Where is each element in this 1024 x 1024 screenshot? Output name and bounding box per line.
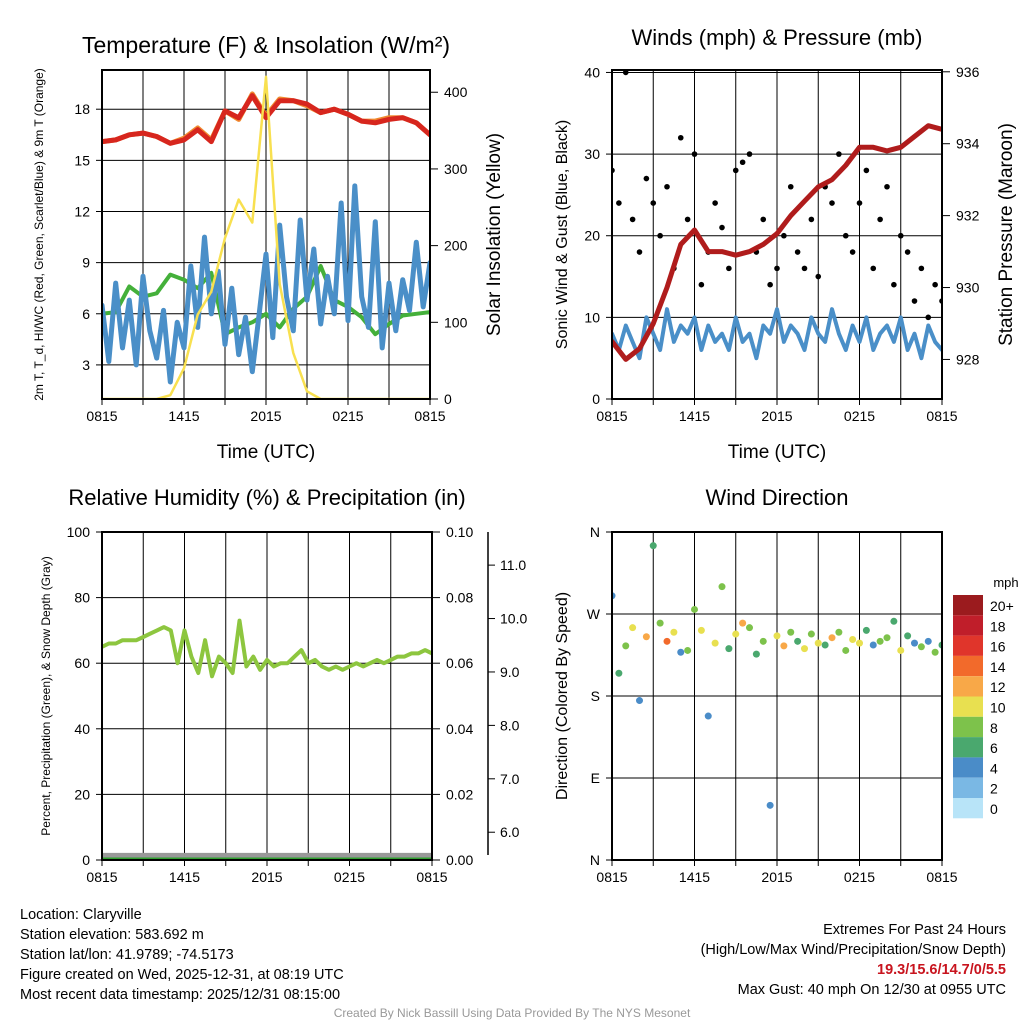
gust-point	[788, 184, 794, 190]
direction-point	[732, 631, 739, 638]
y-tick-label: N	[589, 524, 600, 540]
y-tick-label: 100	[66, 524, 90, 540]
y-tick-label: 20	[584, 227, 600, 244]
max-gust-text: Max Gust: 40 mph On 12/30 at 0955 UTC	[737, 982, 1006, 998]
gust-point	[809, 217, 815, 223]
y-tick-label: 18	[74, 101, 90, 118]
direction-point	[932, 649, 939, 656]
gust-point	[760, 217, 766, 223]
direction-point	[739, 620, 746, 627]
y-tick-label: 12	[74, 203, 90, 220]
snow-axis-tick-label: 9.0	[500, 663, 520, 680]
location-text: Location: Claryville	[20, 907, 142, 923]
y-right-tick-label: 936	[956, 63, 980, 80]
y-tick-label: 60	[74, 655, 90, 672]
x-tick-label: 0815	[596, 869, 628, 885]
legend-label: 14	[990, 658, 1006, 675]
legend-swatch	[953, 798, 983, 818]
direction-point	[698, 627, 705, 634]
gust-point	[919, 266, 925, 272]
legend-label: 2	[990, 780, 998, 797]
y-right-tick-label: 400	[444, 84, 468, 101]
gust-point	[767, 282, 773, 288]
legend-label: 18	[990, 618, 1006, 635]
chart-title: Relative Humidity (%) & Precipitation (in)	[68, 485, 466, 510]
legend-swatch	[953, 757, 983, 777]
x-tick-label: 2015	[761, 408, 793, 424]
chart-title: Winds (mph) & Pressure (mb)	[631, 25, 923, 50]
direction-point	[774, 632, 781, 639]
x-tick-label: 2015	[761, 869, 793, 885]
y-right-tick-label: 100	[444, 314, 468, 331]
legend-label: 12	[990, 679, 1006, 696]
extremes-box	[701, 920, 1006, 1000]
direction-point	[835, 629, 842, 636]
latlon-text: Station lat/lon: 41.9789; -74.5173	[20, 947, 234, 963]
legend-swatch	[953, 615, 983, 635]
direction-point	[884, 634, 891, 641]
legend-label: 0	[990, 801, 998, 817]
y-axis-title: Sonic Wind & Gust (Blue, Black)	[554, 119, 571, 350]
snow-axis-tick-label: 10.0	[500, 610, 528, 627]
gust-point	[815, 274, 821, 280]
chart-title: Wind Direction	[705, 485, 849, 510]
y-right-tick-label: 928	[956, 351, 980, 368]
x-tick-label: 0815	[416, 869, 448, 885]
y-tick-label: 30	[584, 146, 600, 163]
y-tick-label: 0	[82, 852, 90, 868]
direction-point	[677, 649, 684, 656]
direction-point	[829, 634, 836, 641]
direction-point	[877, 638, 884, 645]
direction-point	[863, 627, 870, 634]
x-tick-label: 1415	[168, 408, 200, 424]
x-tick-label: 0815	[596, 408, 628, 424]
legend-label: 16	[990, 638, 1006, 655]
gust-point	[630, 217, 636, 223]
direction-point	[705, 713, 712, 720]
y-axis-title: 2m T, T_d, HI/WC (Red, Green, Scarlet/Blue) & 9m T (Orange)	[32, 68, 46, 401]
legend-label: 8	[990, 719, 998, 736]
gust-point	[664, 184, 670, 190]
direction-point	[780, 642, 787, 649]
y-tick-label: 3	[82, 356, 90, 373]
gust-point	[932, 282, 938, 288]
x-tick-label: 0215	[333, 869, 366, 885]
direction-point	[808, 631, 815, 638]
gust-point	[898, 233, 904, 239]
direction-point	[918, 643, 925, 650]
legend-swatch	[953, 595, 983, 615]
direction-point	[856, 640, 863, 647]
recent-text: Most recent data timestamp: 2025/12/31 08:15:00	[20, 987, 341, 1003]
gust-point	[657, 233, 663, 239]
snow-axis-tick-label: 7.0	[500, 770, 520, 787]
gust-point	[795, 249, 801, 255]
y-axis-title: Percent, Precipitation (Green), & Snow Depth (Gray)	[39, 556, 53, 836]
x-tick-label: 2015	[251, 869, 283, 885]
snow-axis-tick-label: 6.0	[500, 824, 520, 841]
direction-point	[719, 583, 726, 590]
legend-swatch	[953, 737, 983, 757]
direction-point	[615, 670, 622, 677]
direction-point	[870, 641, 877, 648]
gust-point	[685, 217, 691, 223]
gust-point	[891, 282, 897, 288]
x-tick-label: 1415	[678, 408, 711, 424]
panel-1	[96, 70, 438, 405]
direction-point	[794, 638, 801, 645]
direction-point	[925, 638, 932, 645]
gust-point	[850, 249, 856, 255]
gust-point	[912, 298, 918, 304]
x-tick-label: 2015	[250, 408, 282, 424]
gust-point	[712, 200, 718, 206]
direction-point	[890, 618, 897, 625]
direction-point	[664, 638, 671, 645]
y-tick-label: 6	[82, 305, 90, 322]
gust-point	[747, 151, 753, 157]
y-right-tick-label: 932	[956, 207, 980, 224]
y-tick-label: 9	[82, 254, 90, 271]
gust-point	[884, 184, 890, 190]
gust-point	[692, 151, 698, 157]
y-axis-title: Direction (Colored By Speed)	[554, 591, 571, 801]
y-tick-label: 80	[74, 589, 90, 606]
legend-title: mph	[993, 575, 1019, 590]
y-right-tick-label: 0.00	[446, 852, 474, 868]
x-tick-label: 1415	[168, 869, 201, 885]
gust-point	[781, 233, 787, 239]
legend-label: 6	[990, 740, 998, 757]
gust-point	[925, 315, 931, 321]
gust-point	[864, 168, 870, 174]
x-tick-label: 0815	[414, 408, 446, 424]
y-tick-label: W	[586, 606, 600, 622]
gust-point	[637, 249, 643, 255]
gust-point	[726, 266, 732, 272]
legend-swatch	[953, 656, 983, 676]
direction-point	[760, 638, 767, 645]
direction-point	[767, 802, 774, 809]
extremes-subtitle: (High/Low/Max Wind/Precipitation/Snow Depth)	[700, 942, 1006, 958]
y-tick-label: 20	[74, 786, 90, 803]
direction-point	[801, 645, 808, 652]
x-tick-label: 0215	[843, 408, 876, 424]
y-tick-label: E	[590, 770, 600, 786]
snow-axis-tick-label: 8.0	[500, 717, 520, 734]
direction-point	[691, 606, 698, 613]
legend-swatch	[953, 697, 983, 717]
direction-point	[815, 640, 822, 647]
legend-label: 10	[990, 699, 1006, 716]
gust-point	[774, 266, 780, 272]
x-tick-label: 0815	[926, 869, 958, 885]
credit-text: Created By Nick Bassill Using Data Provided By The NYS Mesonet	[333, 1006, 691, 1020]
y-right-tick-label: 0.02	[446, 786, 474, 803]
snow-axis-tick-label: 11.0	[500, 557, 527, 574]
direction-point	[670, 629, 677, 636]
y-right-tick-label: 0.10	[446, 524, 474, 540]
gust-point	[802, 266, 808, 272]
y-tick-label: 40	[584, 64, 600, 81]
direction-point	[629, 624, 636, 631]
extremes-title: Extremes For Past 24 Hours	[823, 922, 1006, 938]
chart-title: Temperature (F) & Insolation (W/m²)	[81, 32, 451, 58]
legend-swatch	[953, 676, 983, 696]
gust-point	[877, 217, 883, 223]
direction-point	[849, 636, 856, 643]
gust-point	[733, 168, 739, 174]
y-right-tick-label: 0.08	[446, 589, 474, 606]
x-axis-title: Time (UTC)	[727, 442, 827, 463]
direction-point	[725, 645, 732, 652]
direction-point	[622, 642, 629, 649]
x-tick-label: 0215	[843, 869, 876, 885]
gust-point	[650, 200, 656, 206]
x-tick-label: 0815	[86, 869, 118, 885]
gust-point	[616, 200, 622, 206]
y-right-tick-label: 200	[444, 237, 468, 254]
y-right-axis-title: Station Pressure (Maroon)	[996, 123, 1017, 346]
y-right-tick-label: 930	[956, 279, 980, 296]
x-tick-label: 0815	[86, 408, 118, 424]
gust-point	[905, 249, 911, 255]
direction-point	[904, 632, 911, 639]
y-tick-label: 40	[74, 720, 90, 737]
x-tick-label: 1415	[678, 869, 711, 885]
y-tick-label: 0	[592, 391, 600, 407]
direction-point	[842, 647, 849, 654]
y-right-tick-label: 0	[444, 391, 452, 407]
gust-point	[699, 282, 705, 288]
x-tick-label: 0215	[332, 408, 364, 424]
gust-point	[740, 159, 746, 165]
direction-point	[636, 697, 643, 704]
gust-point	[857, 200, 863, 206]
legend-swatch	[953, 717, 983, 737]
legend-swatch	[953, 778, 983, 798]
y-right-axis-title: Solar Insolation (Yellow)	[484, 132, 505, 337]
gust-point	[644, 176, 650, 182]
y-right-tick-label: 0.06	[446, 655, 474, 672]
direction-point	[643, 633, 650, 640]
direction-point	[650, 542, 657, 549]
legend-label: 20+	[990, 598, 1014, 614]
direction-point	[712, 640, 719, 647]
y-tick-label: 10	[584, 309, 600, 326]
panel-2	[606, 70, 950, 405]
direction-point	[787, 629, 794, 636]
x-tick-label: 0815	[926, 408, 958, 424]
legend-swatch	[953, 636, 983, 656]
station-info	[20, 905, 344, 1005]
legend-label: 4	[990, 760, 998, 777]
direction-point	[753, 651, 760, 658]
direction-point	[897, 647, 904, 654]
created-text: Figure created on Wed, 2025-12-31, at 08:19 UTC	[20, 967, 344, 983]
extremes-values: 19.3/15.6/14.7/0/5.5	[877, 962, 1006, 978]
gust-point	[836, 151, 842, 157]
gust-point	[843, 233, 849, 239]
y-right-tick-label: 300	[444, 160, 468, 177]
elevation-text: Station elevation: 583.692 m	[20, 927, 204, 943]
gust-point	[719, 225, 725, 231]
direction-point	[822, 641, 829, 648]
x-axis-title: Time (UTC)	[216, 442, 316, 463]
direction-point	[684, 647, 691, 654]
panel-3	[96, 532, 495, 866]
gust-point	[678, 135, 684, 141]
direction-point	[746, 624, 753, 631]
gust-point	[829, 200, 835, 206]
y-tick-label: 15	[74, 152, 90, 169]
gust-point	[870, 266, 876, 272]
y-right-tick-label: 934	[956, 135, 980, 152]
panel-4	[606, 532, 983, 866]
direction-point	[911, 640, 918, 647]
y-tick-label: S	[590, 688, 600, 704]
direction-point	[657, 620, 664, 627]
y-tick-label: N	[589, 852, 600, 868]
y-right-tick-label: 0.04	[446, 720, 474, 737]
